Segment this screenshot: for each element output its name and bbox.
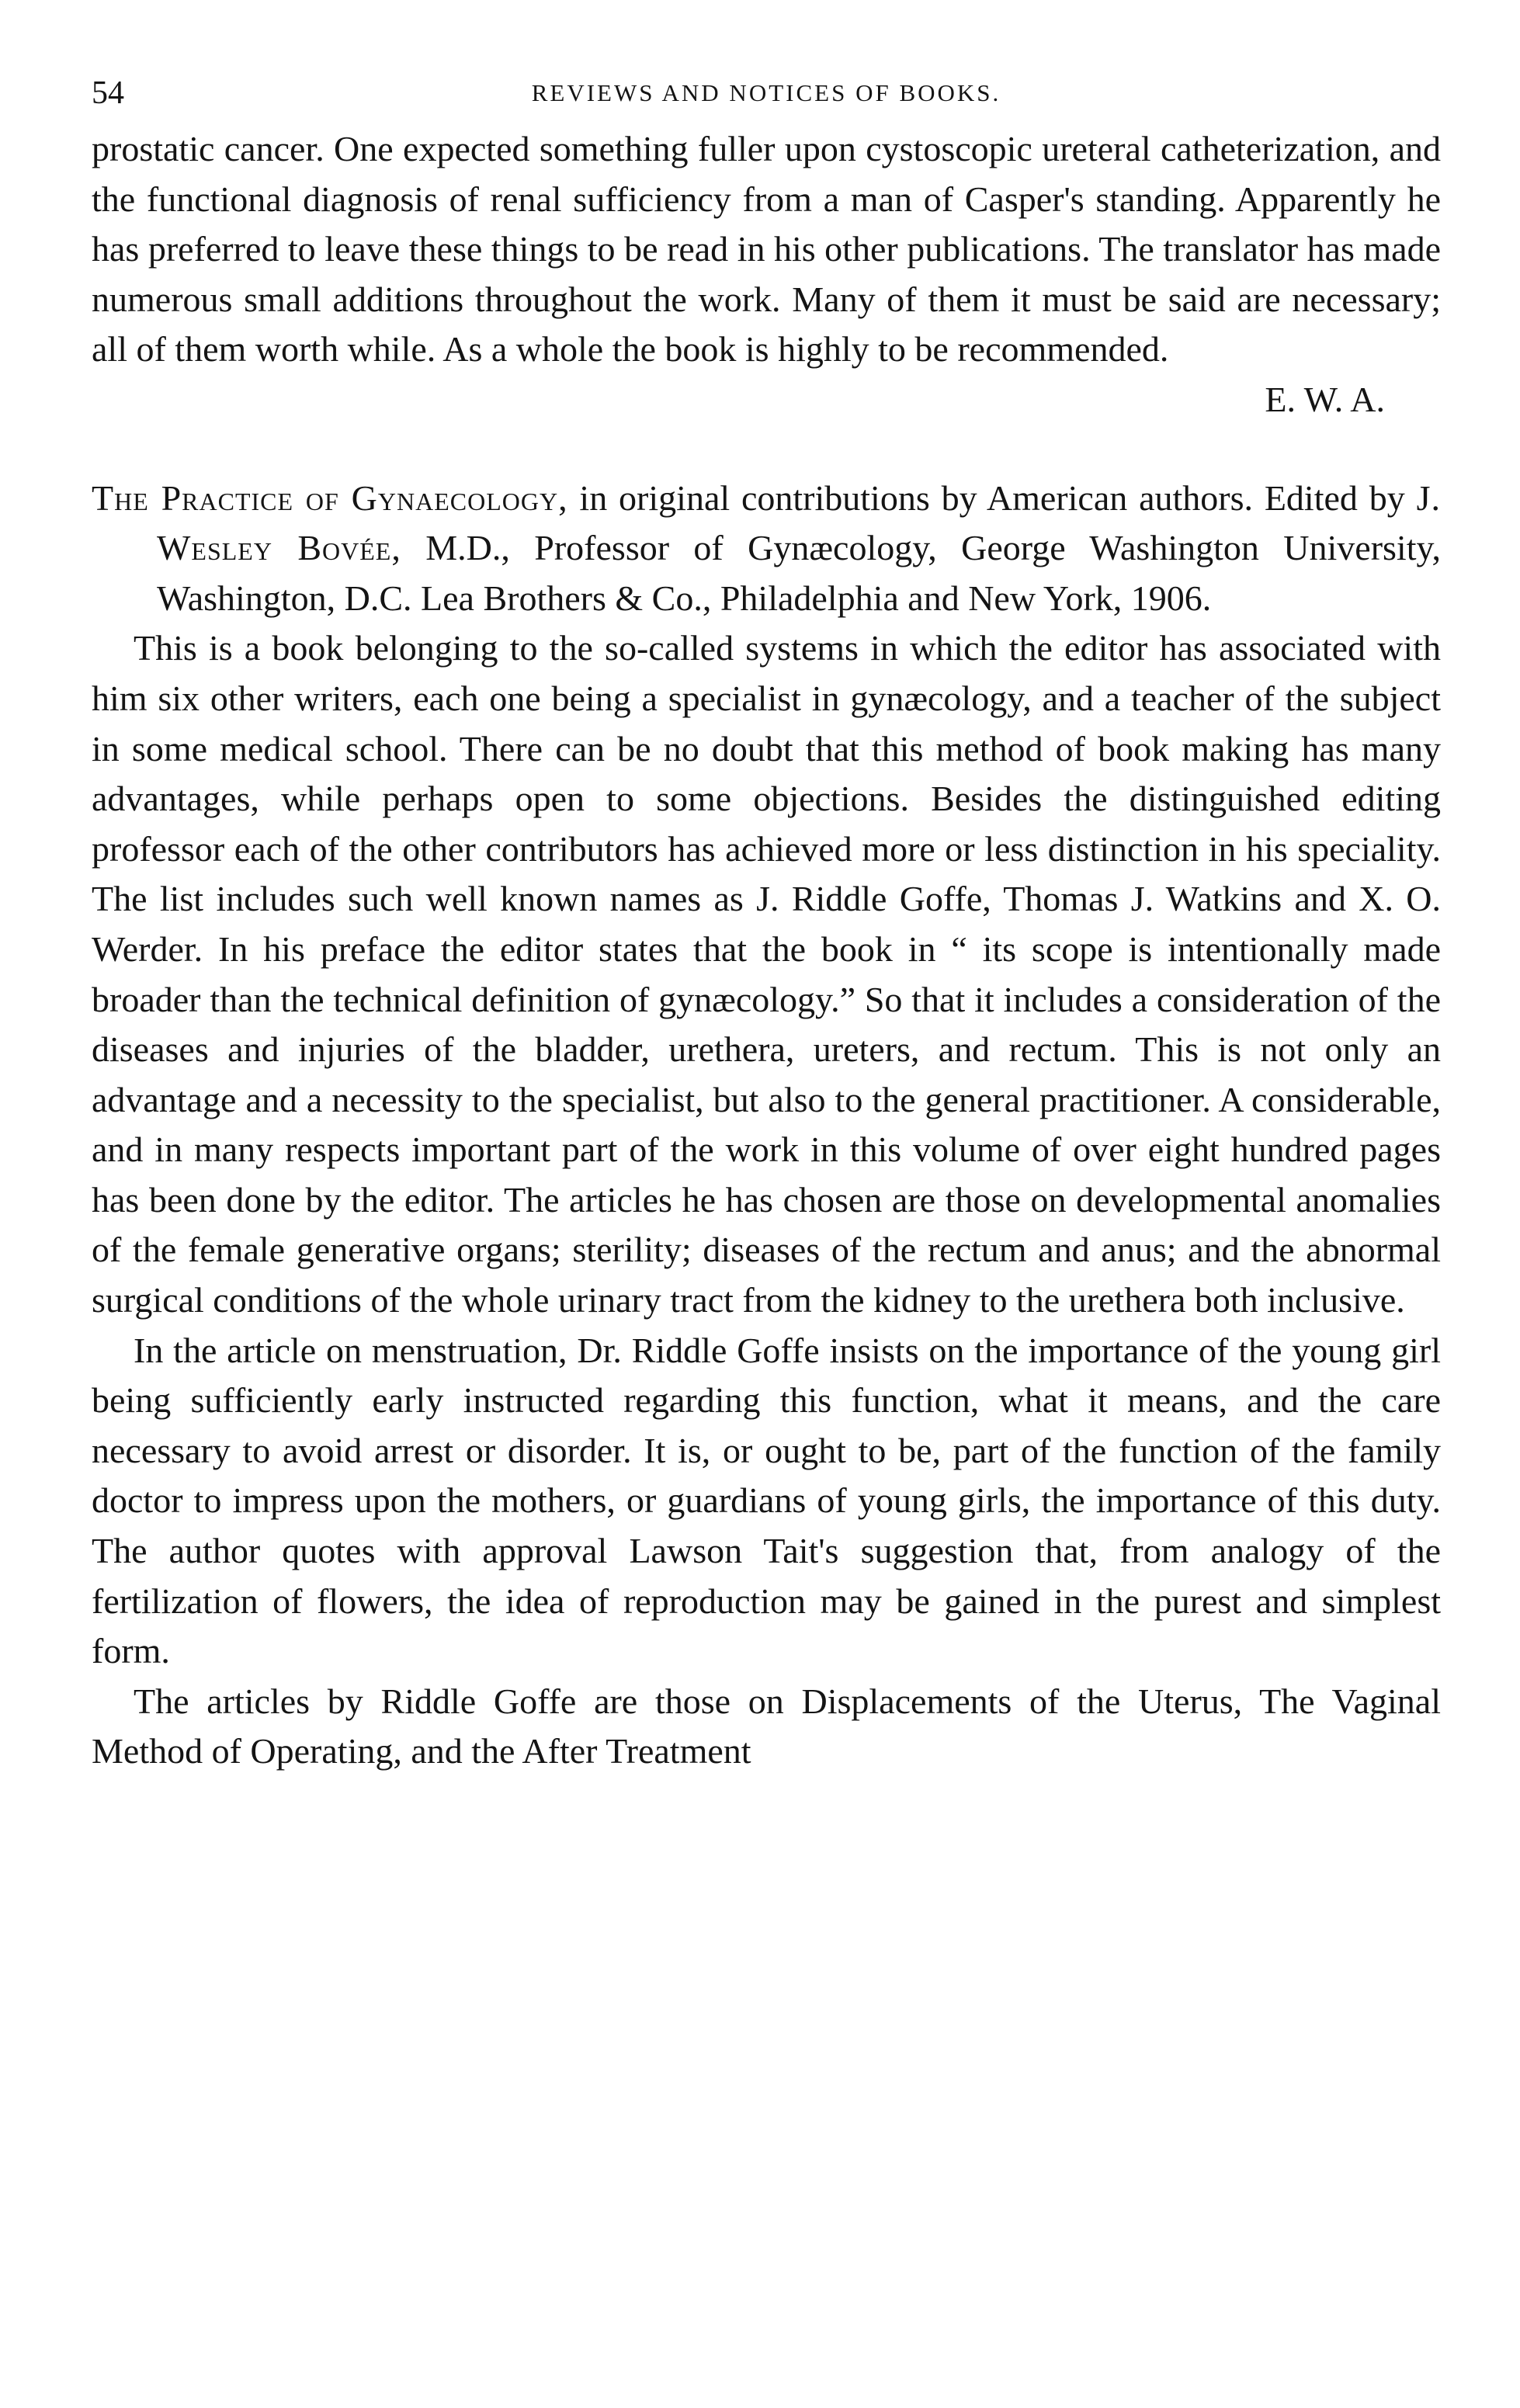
book-subtitle: in original contributions by American authors. Edited by (567, 477, 1417, 518)
review-paragraph: In the article on menstruation, Dr. Riddle Goffe insists on the importance of the young girl being sufficiently early instructed regarding this function, what it means, and the care necessary to avoid arrest or disorder. It is, or ought to be, part of the function of the family doctor to impress upon the mothers, or guardians of young girls, the importance of this duty. The author quotes with approval Lawson Tait's suggestion that, from analogy of the fertilization of flowers, the idea of reproduction may be gained in the purest and simplest form. (92, 1330, 1441, 1671)
running-head (92, 75, 1441, 124)
book-citation (92, 474, 1441, 624)
book-editor: J. Wesley Bovée, (157, 477, 1442, 568)
reviewer-signature: E. W. A. (1265, 379, 1385, 419)
section-gap (92, 425, 1441, 474)
book-title: The Practice of Gynaecology, (92, 477, 568, 518)
review-casper (92, 124, 1441, 425)
review-gynaecology (92, 474, 1441, 1777)
review-paragraph: The articles by Riddle Goffe are those on Displacements of the Uterus, The Vaginal Method of Operating, and the After Treatment (92, 1681, 1441, 1771)
running-title: REVIEWS AND NOTICES OF BOOKS. (531, 79, 1001, 106)
review-continuation-paragraph: prostatic cancer. One expected something fuller upon cystoscopic ureteral catheterization, and the functional diagnosis of renal sufficiency from a man of Casper's standing. Apparently he has preferred to leave these things to be read in his other publications. The translator has made numerous small additions throughout the work. Many of them it must be said are necessary; all of them worth while. As a whole the book is highly to be recommended. (92, 129, 1441, 370)
review-paragraph: This is a book belonging to the so-called systems in which the editor has associated with him six other writers, each one being a specialist in gynæcology, and a teacher of the subject in some medical school. There can be no doubt that this method of book making has many advantages, while perhaps open to some objections. Besides the distinguished editing professor each of the other contributors has achieved more or less distinction in his speciality. The list includes such well known names as J. Riddle Goffe, Thomas J. Watkins and X. O. Werder. In his preface the editor states that the book in “ its scope is intentionally made broader than the technical definition of gynæcology.” So that it includes a consideration of the diseases and injuries of the bladder, urethera, ureters, and rectum. This is not only an advantage and a necessity to the specialist, but also to the general practitioner. A considerable, and in many respects important part of the work in this volume of over eight hundred pages has been done by the editor. The articles he has chosen are those on developmental anomalies of the female generative organs; sterility; diseases of the rectum and anus; and the abnormal surgical conditions of the whole urinary tract from the kidney to the urethera both inclusive. (92, 628, 1441, 1320)
page-number: 54 (92, 75, 124, 111)
document-page (92, 75, 1441, 1777)
book-publication-details: M.D., Professor of Gynæcology, George Washington University, Washington, D.C. Lea Brothers & Co., Philadelphia and New York, 1906. (157, 528, 1441, 618)
